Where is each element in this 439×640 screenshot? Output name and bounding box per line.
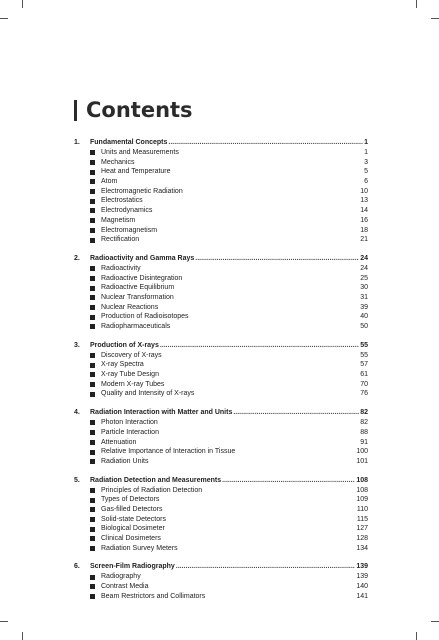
item-page: 1 [364,149,368,156]
square-bullet-icon [90,430,95,435]
square-bullet-icon [90,228,95,233]
dot-leader [222,476,355,486]
toc-item[interactable] [74,486,368,496]
square-bullet-icon [90,382,95,387]
square-bullet-icon [90,594,95,599]
square-bullet-icon [90,507,95,512]
title-bar [74,100,77,121]
square-bullet-icon [90,488,95,493]
chapter-page: 1 [364,139,368,146]
item-title: Photon Interaction [101,419,158,427]
toc-item[interactable] [74,447,368,457]
item-title: Nuclear Reactions [101,303,159,311]
item-page: 5 [364,168,368,176]
square-bullet-icon [90,315,95,320]
square-bullet-icon [90,150,95,155]
chapter-title: Radiation Detection and Measurements [90,476,222,484]
chapter-page: 108 [356,476,368,484]
page-title [74,98,193,122]
toc-item[interactable] [74,505,368,515]
item-title: Rectification [101,236,140,244]
square-bullet-icon [90,295,95,300]
item-page: 140 [356,583,368,591]
item-title: Heat and Temperature [101,168,171,176]
item-page: 30 [360,284,368,292]
item-title: Contrast Media [101,583,149,591]
crop-mark-bottom-right-h [431,621,439,622]
item-page: 40 [360,313,368,321]
item-page: 70 [360,380,368,388]
toc-item[interactable] [74,380,368,390]
item-title: Relative Importance of Interaction in Tissue [101,448,236,456]
item-page: 101 [356,457,368,465]
item-title: Radiography [101,573,141,581]
item-page: 61 [360,371,368,379]
crop-mark-top-right-h [431,18,439,19]
square-bullet-icon [90,459,95,464]
square-bullet-icon [90,575,95,580]
chapter-number: 5. [74,476,80,484]
dot-leader [168,138,363,148]
item-page: 115 [356,515,368,523]
toc-item[interactable] [74,524,368,534]
item-page: 21 [360,236,368,244]
item-title: Electrostatics [101,197,143,205]
toc-chapter [74,408,368,466]
chapter-title: Radiation Interaction with Matter and Units [90,409,233,417]
toc-item[interactable] [74,283,368,293]
square-bullet-icon [90,218,95,223]
item-title: Quality and Intensity of X-rays [101,390,195,398]
toc-item[interactable] [74,428,368,438]
crop-mark-bottom-left-h [0,621,8,622]
item-page: 141 [356,592,368,600]
item-title: Nuclear Transformation [101,293,174,301]
item-title: Radiation Units [101,457,149,465]
toc-item[interactable] [74,274,368,284]
crop-mark-top-left-h [0,18,8,19]
item-page: 109 [356,496,368,504]
square-bullet-icon [90,363,95,368]
toc-chapter [74,562,368,601]
item-page: 57 [360,361,368,369]
square-bullet-icon [90,536,95,541]
toc-item[interactable] [74,418,368,428]
toc-item[interactable] [74,534,368,544]
item-title: Radiopharmaceuticals [101,323,171,330]
square-bullet-icon [90,179,95,184]
toc-item[interactable] [74,370,368,380]
item-page: 14 [360,207,368,215]
toc-item[interactable] [74,196,368,206]
item-page: 128 [356,535,368,542]
square-bullet-icon [90,189,95,194]
toc-item[interactable] [74,216,368,226]
toc-item[interactable] [74,515,368,525]
item-title: Discovery of X-rays [101,351,162,359]
item-page: 18 [360,226,368,234]
toc-item[interactable] [74,389,368,399]
chapter-heading-row[interactable] [74,476,368,486]
chapter-page: 82 [360,409,368,417]
chapter-number: 1. [74,139,80,146]
toc-item[interactable] [74,264,368,274]
page-title-text: Contents [86,98,193,122]
crop-mark-bottom-right-v [416,632,417,640]
square-bullet-icon [90,208,95,213]
toc-item[interactable] [74,544,368,554]
item-page: 6 [364,178,368,186]
square-bullet-icon [90,199,95,204]
square-bullet-icon [90,266,95,271]
square-bullet-icon [90,517,95,522]
item-title: Attenuation [101,438,137,446]
toc-item[interactable] [74,167,368,177]
dot-leader [160,341,359,351]
toc-item[interactable] [74,158,368,168]
toc-item[interactable] [74,177,368,187]
toc-item[interactable] [74,592,368,602]
toc-item[interactable] [74,226,368,236]
chapter-number: 4. [74,409,80,417]
dot-leader [176,562,356,572]
item-title: Radioactive Equilibrium [101,284,175,292]
toc-chapter [74,476,368,554]
square-bullet-icon [90,392,95,397]
item-title: Radioactivity [101,264,141,272]
toc-item[interactable] [74,457,368,467]
square-bullet-icon [90,372,95,377]
item-title: Biological Dosimeter [101,525,165,533]
square-bullet-icon [90,440,95,445]
chapter-number: 3. [74,341,80,349]
item-page: 108 [356,486,368,494]
item-title: Electromagnetic Radiation [101,187,183,195]
dot-leader [233,408,359,418]
item-page: 110 [356,505,368,513]
toc-chapter [74,254,368,332]
item-title: Radiation Survey Meters [101,544,178,552]
item-page: 91 [360,438,368,446]
toc-item[interactable] [74,235,368,245]
chapter-title: Radioactivity and Gamma Rays [90,254,195,262]
item-page: 24 [360,264,368,272]
square-bullet-icon [90,450,95,455]
item-title: Magnetism [101,216,136,224]
item-page: 50 [360,323,368,330]
item-page: 88 [360,428,368,436]
square-bullet-icon [90,546,95,551]
chapter-page: 55 [360,341,368,349]
item-title: Units and Measurements [101,149,179,156]
item-page: 3 [364,158,368,166]
square-bullet-icon [90,498,95,503]
item-page: 76 [360,390,368,398]
item-page: 134 [356,544,368,552]
item-page: 55 [360,351,368,359]
square-bullet-icon [90,324,95,329]
item-title: X-ray Tube Design [101,371,159,379]
item-title: Electrodynamics [101,207,153,215]
toc-item[interactable] [74,206,368,216]
item-title: Atom [101,178,118,186]
item-title: Principles of Radiation Detection [101,486,203,494]
item-page: 82 [360,419,368,427]
chapter-heading-row[interactable] [74,341,368,351]
chapter-heading-row[interactable] [74,138,368,148]
chapter-number: 2. [74,254,80,262]
item-title: Particle Interaction [101,428,159,436]
square-bullet-icon [90,238,95,243]
toc-item[interactable] [74,187,368,197]
item-title: Mechanics [101,158,135,166]
item-title: Radioactive Disintegration [101,274,183,282]
toc-item[interactable] [74,360,368,370]
item-title: Gas-filled Detectors [101,505,163,513]
item-page: 139 [356,573,368,581]
toc-item[interactable] [74,322,368,332]
toc-item[interactable] [74,572,368,582]
toc-item[interactable] [74,351,368,361]
square-bullet-icon [90,276,95,281]
chapter-heading-row[interactable] [74,408,368,418]
item-page: 16 [360,216,368,224]
toc-item[interactable] [74,438,368,448]
crop-mark-top-right-v [416,0,417,8]
square-bullet-icon [90,286,95,291]
toc-item[interactable] [74,312,368,322]
item-page: 100 [356,448,368,456]
square-bullet-icon [90,160,95,165]
table-of-contents [74,138,368,610]
toc-item[interactable] [74,303,368,313]
chapter-heading-row[interactable] [74,254,368,264]
toc-item[interactable] [74,293,368,303]
square-bullet-icon [90,305,95,310]
toc-item[interactable] [74,495,368,505]
item-page: 10 [360,187,368,195]
chapter-number: 6. [74,563,80,571]
square-bullet-icon [90,420,95,425]
square-bullet-icon [90,527,95,532]
item-title: Clinical Dosimeters [101,535,161,542]
item-title: X-ray Spectra [101,361,144,369]
toc-chapter [74,138,368,245]
chapter-title: Screen-Film Radiography [90,563,175,571]
toc-item[interactable] [74,148,368,158]
item-page: 25 [360,274,368,282]
item-title: Beam Restrictors and Collimators [101,592,206,600]
square-bullet-icon [90,170,95,175]
chapter-heading-row[interactable] [74,562,368,572]
crop-mark-top-left-v [22,0,23,8]
chapter-page: 24 [360,254,368,262]
item-page: 127 [356,525,368,533]
item-title: Modern X-ray Tubes [101,380,165,388]
item-page: 31 [360,293,368,301]
toc-item[interactable] [74,582,368,592]
chapter-title: Production of X-rays [90,341,159,349]
item-page: 39 [360,303,368,311]
chapter-title: Fundamental Concepts [90,139,168,146]
item-page: 13 [360,197,368,205]
item-title: Types of Detectors [101,496,160,504]
item-title: Solid-state Detectors [101,515,166,523]
chapter-page: 139 [356,563,368,571]
crop-mark-bottom-left-v [22,632,23,640]
toc-chapter [74,341,368,399]
dot-leader [195,254,359,264]
square-bullet-icon [90,584,95,589]
item-title: Electromagnetism [101,226,158,234]
item-title: Production of Radioisotopes [101,313,189,321]
square-bullet-icon [90,353,95,358]
